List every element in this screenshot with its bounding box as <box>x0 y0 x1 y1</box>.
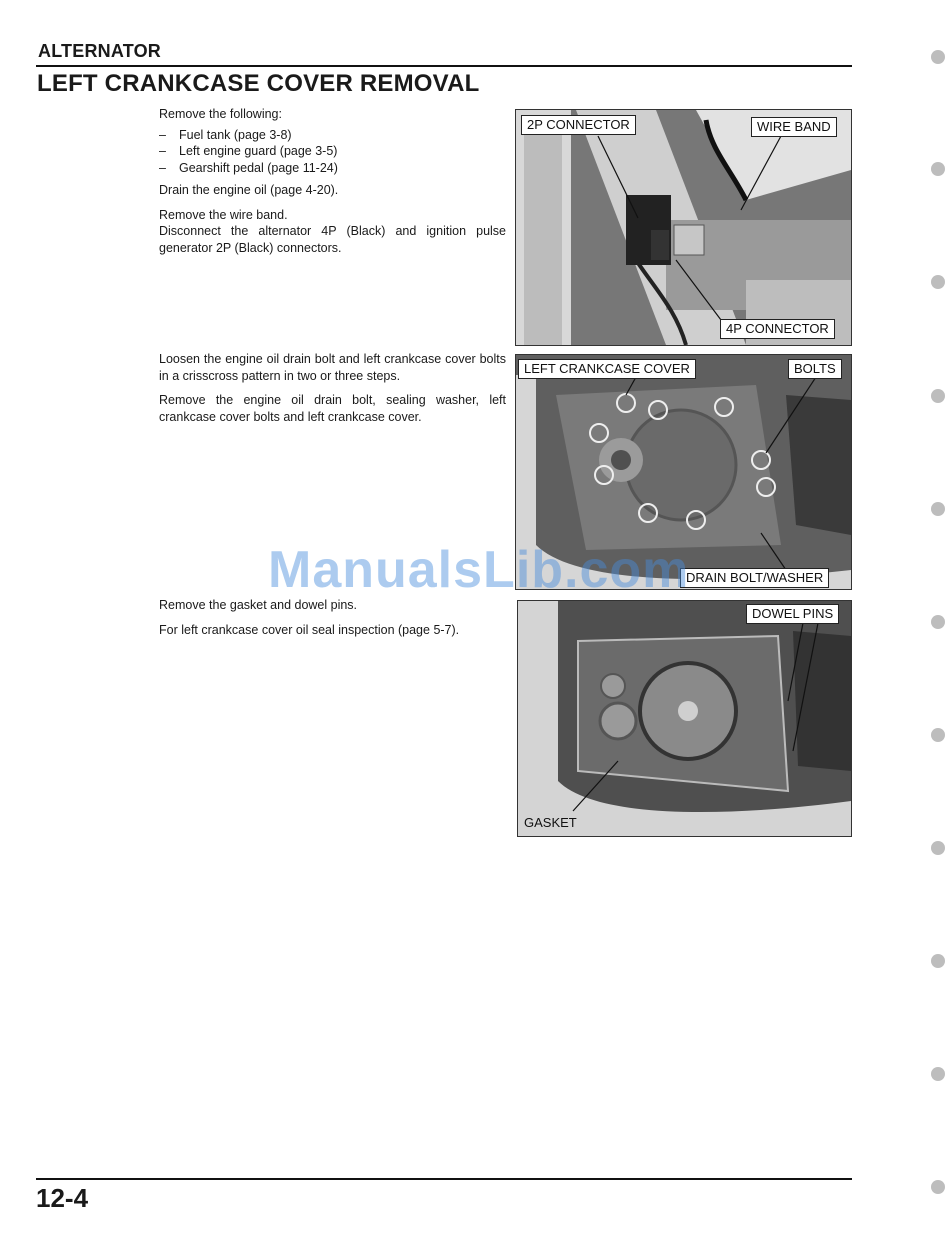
photo-gasket-dowel-image <box>518 601 851 836</box>
photo-connectors <box>515 109 852 346</box>
label-bolts: BOLTS <box>788 359 842 379</box>
disconnect-text: Disconnect the alternator 4P (Black) and ignition pulse generator 2P (Black) connectors. <box>159 224 506 255</box>
binder-hole <box>931 841 945 855</box>
section-label: ALTERNATOR <box>38 41 161 61</box>
binder-hole <box>931 50 945 64</box>
step1-text <box>159 106 506 264</box>
step1-intro: Remove the following: <box>159 107 282 121</box>
header-rule <box>36 65 852 67</box>
binder-hole <box>931 275 945 289</box>
step2-text <box>159 351 506 433</box>
list-item: – Left engine guard (page 3-5) <box>159 143 506 160</box>
binder-hole <box>931 615 945 629</box>
watermark: ManualsLib.com <box>268 541 690 599</box>
label-4p-connector: 4P CONNECTOR <box>720 319 835 339</box>
remove-cover-text: Remove the engine oil drain bolt, sealing washer, left crankcase cover bolts and left crankcase cover. <box>159 393 506 424</box>
label-left-crankcase-cover: LEFT CRANKCASE COVER <box>518 359 696 379</box>
footer-rule <box>36 1178 852 1180</box>
remove-gasket-text: Remove the gasket and dowel pins. <box>159 598 358 612</box>
binder-hole <box>931 502 945 516</box>
binder-hole <box>931 162 945 176</box>
list-item: – Gearshift pedal (page 11-24) <box>159 160 506 177</box>
list-item: – Fuel tank (page 3-8) <box>159 127 506 144</box>
wire-band-text: Remove the wire band. <box>159 207 288 222</box>
page-number: 12-4 <box>36 1183 89 1213</box>
binder-hole <box>931 728 945 742</box>
photo-connectors-image <box>516 110 851 345</box>
label-wire-band: WIRE BAND <box>751 117 837 137</box>
binder-hole <box>931 954 945 968</box>
loosen-text: Loosen the engine oil drain bolt and left crankcase cover bolts in a crisscross pattern in two or three steps. <box>159 352 506 383</box>
page-title: LEFT CRANKCASE COVER REMOVAL <box>37 70 480 97</box>
label-dowel-pins: DOWEL PINS <box>746 604 839 624</box>
binder-hole <box>931 389 945 403</box>
binder-hole <box>931 1067 945 1081</box>
photo-gasket-dowel <box>517 600 852 837</box>
removal-list <box>159 127 506 177</box>
step3-text <box>159 597 506 646</box>
seal-inspection-text: For left crankcase cover oil seal inspection (page 5-7). <box>159 622 460 637</box>
binder-hole <box>931 1180 945 1194</box>
label-drain-bolt-washer: DRAIN BOLT/WASHER <box>680 568 829 588</box>
label-gasket: GASKET <box>519 814 582 832</box>
drain-oil-text: Drain the engine oil (page 4-20). <box>159 183 339 197</box>
label-2p-connector: 2P CONNECTOR <box>521 115 636 135</box>
